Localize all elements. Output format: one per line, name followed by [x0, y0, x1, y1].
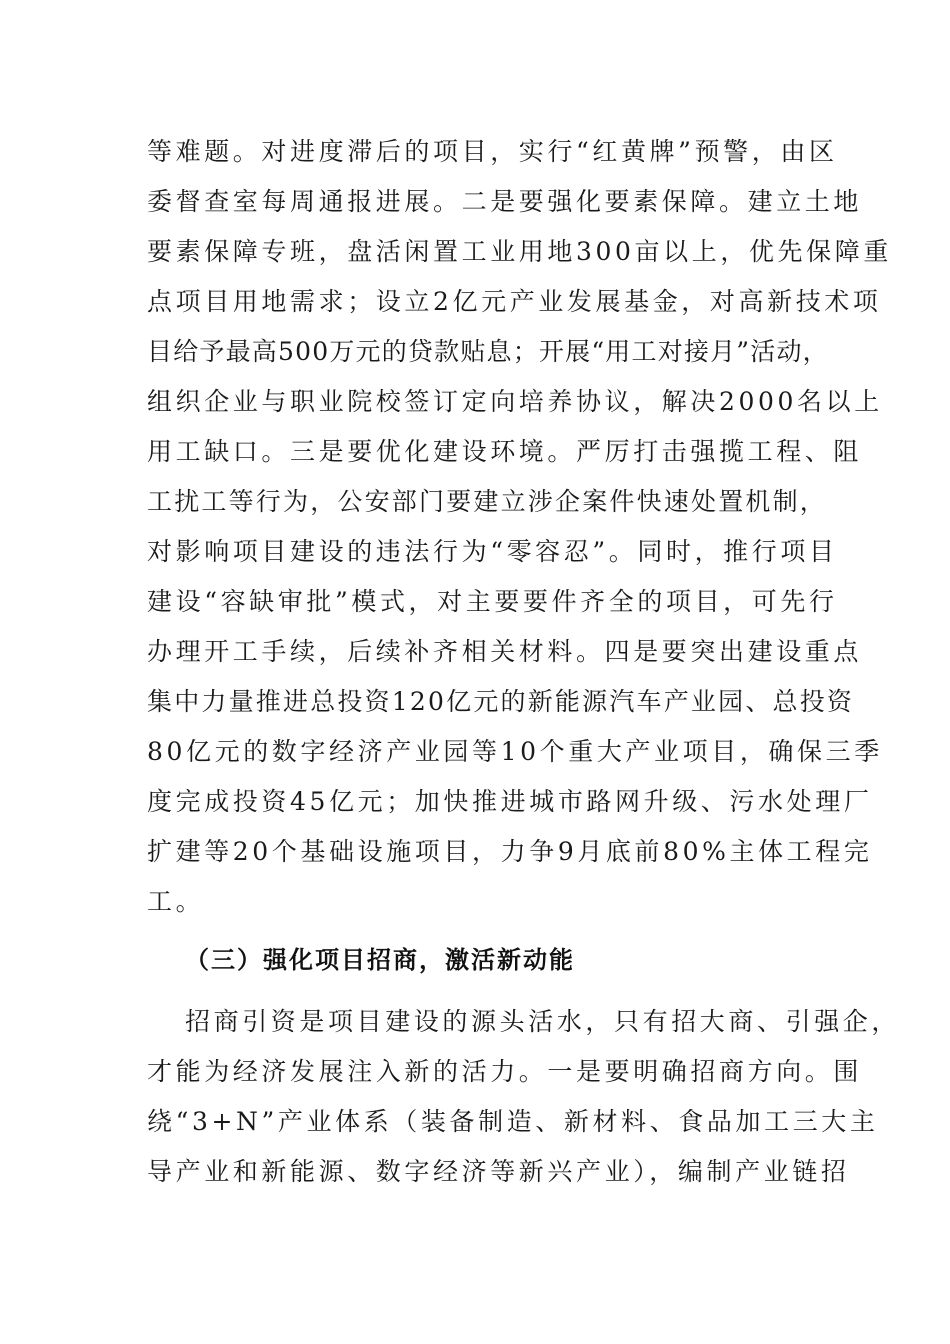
paragraph-1-line-10: 建设“容缺审批”模式，对主要要件齐全的项目，可先行: [147, 587, 838, 616]
paragraph-1-line-12: 集中力量推进总投资120亿元的新能源汽车产业园、总投资: [147, 687, 855, 716]
paragraph-1-line-3: 要素保障专班，盘活闲置工业用地300亩以上，优先保障重: [147, 237, 892, 266]
paragraph-1-line-4: 点项目用地需求；设立2亿元产业发展基金，对高新技术项: [147, 287, 882, 316]
paragraph-2-line-4: 导产业和新能源、数字经济等新兴产业），编制产业链招: [147, 1157, 850, 1186]
paragraph-1-line-13: 80亿元的数字经济产业园等10个重大产业项目，确保三季: [147, 737, 883, 766]
paragraph-1-line-11: 办理开工手续，后续补齐相关材料。四是要突出建设重点: [147, 637, 863, 666]
paragraph-1-line-16: 工。: [147, 887, 205, 916]
paragraph-1-line-6: 组织企业与职业院校签订定向培养协议，解决2000名以上: [147, 387, 883, 416]
paragraph-1-line-8: 工扰工等行为，公安部门要建立涉企案件快速处置机制，: [147, 487, 828, 516]
paragraph-1-line-14: 度完成投资45亿元；加快推进城市路网升级、污水处理厂: [147, 787, 873, 816]
paragraph-1-line-5: 目给予最高500万元的贷款贴息；开展“用工对接月”活动，: [147, 337, 829, 366]
section-heading: （三）强化项目招商，激活新动能: [185, 946, 575, 974]
paragraph-1-line-2: 委督查室每周通报进展。二是要强化要素保障。建立土地: [147, 187, 863, 216]
paragraph-1-line-1: 等难题。对进度滞后的项目，实行“红黄牌”预警，由区: [147, 137, 838, 166]
paragraph-1-line-15: 扩建等20个基础设施项目，力争9月底前80%主体工程完: [147, 837, 873, 866]
paragraph-1-line-9: 对影响项目建设的违法行为“零容忍”。同时，推行项目: [147, 537, 838, 566]
paragraph-1-line-7: 用工缺口。三是要优化建设环境。严厉打击强揽工程、阻: [147, 437, 863, 466]
paragraph-2-line-3: 绕“3+N”产业体系（装备制造、新材料、食品加工三大主: [147, 1107, 879, 1136]
paragraph-2-line-1: 招商引资是项目建设的源头活水，只有招大商、引强企，: [185, 1007, 901, 1036]
paragraph-2-line-2: 才能为经济发展注入新的活力。一是要明确招商方向。围: [147, 1057, 863, 1086]
